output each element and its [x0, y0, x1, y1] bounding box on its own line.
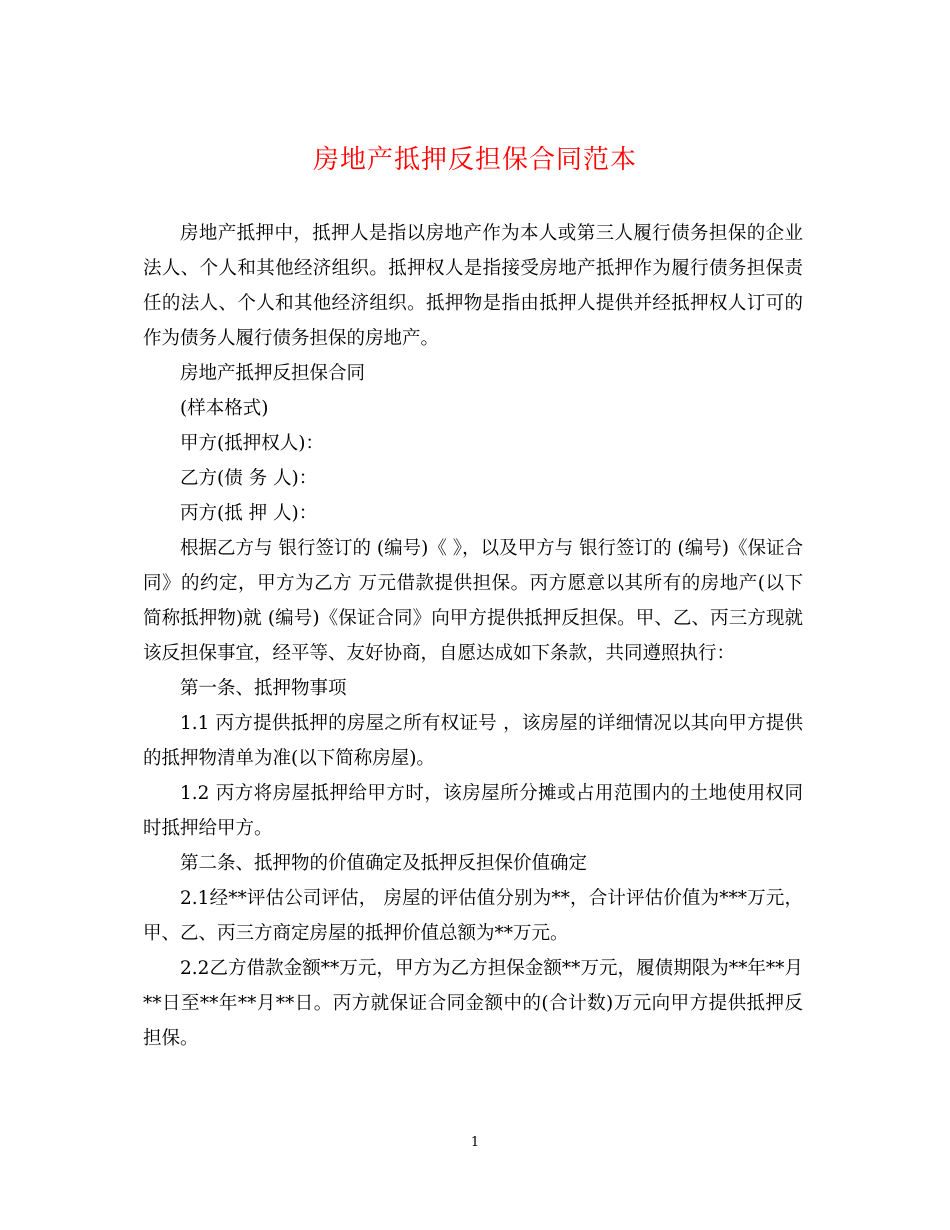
document-title: 房地产抵押反担保合同范本: [312, 145, 637, 175]
paragraph-sample-format: (样本格式): [180, 398, 269, 419]
page-number: 1: [470, 1135, 480, 1150]
paragraph-preamble: 根据乙方与 银行签订的 (编号)《 》，以及甲方与 银行签订的 (编号)《保证合同》的约定，甲方为乙方 万元借款提供担保。丙方愿意以其所有的房地产(以下简称抵押物)就 (编号)《保证合同》向甲方提供抵押反担保。甲、乙、丙三方现就该反担保事宜，经平等、友好协商，自愿达成如下条款，共同遵照执行：: [143, 538, 803, 664]
clause-2-1: 2.1经**评估公司评估， 房屋的评估值分别为**，合计评估价值为***万元，甲、乙、丙三方商定房屋的抵押价值总额为**万元。: [143, 888, 803, 944]
clause-2-2: 2.2乙方借款金额**万元，甲方为乙方担保金额**万元，履债期限为**年**月**日至**年**月**日。丙方就保证合同金额中的(合计数)万元向甲方提供抵押反担保。: [143, 958, 803, 1049]
heading-article-1: 第一条、抵押物事项: [180, 678, 347, 699]
paragraph-party-b: 乙方(债 务 人)：: [180, 468, 318, 489]
paragraph-intro: 房地产抵押中，抵押人是指以房地产作为本人或第三人履行债务担保的企业法人、个人和其他经济组织。抵押权人是指接受房地产抵押作为履行债务担保责任的法人、个人和其他经济组织。抵押物是指由抵押人提供并经抵押权人订可的作为债务人履行债务担保的房地产。: [143, 223, 803, 349]
clause-1-1: 1.1 丙方提供抵押的房屋之所有权证号 ，该房屋的详细情况以其向甲方提供的抵押物清单为准(以下简称房屋)。: [143, 713, 803, 769]
document-body: [143, 216, 803, 1056]
paragraph-party-c: 丙方(抵 押 人)：: [180, 503, 318, 524]
paragraph-party-a: 甲方(抵押权人)：: [180, 433, 324, 454]
clause-1-2: 1.2 丙方将房屋抵押给甲方时，该房屋所分摊或占用范围内的土地使用权同时抵押给甲方。: [143, 783, 803, 839]
heading-article-2: 第二条、抵押物的价值确定及抵押反担保价值确定: [180, 853, 588, 874]
paragraph-contract-name: 房地产抵押反担保合同: [180, 363, 366, 384]
